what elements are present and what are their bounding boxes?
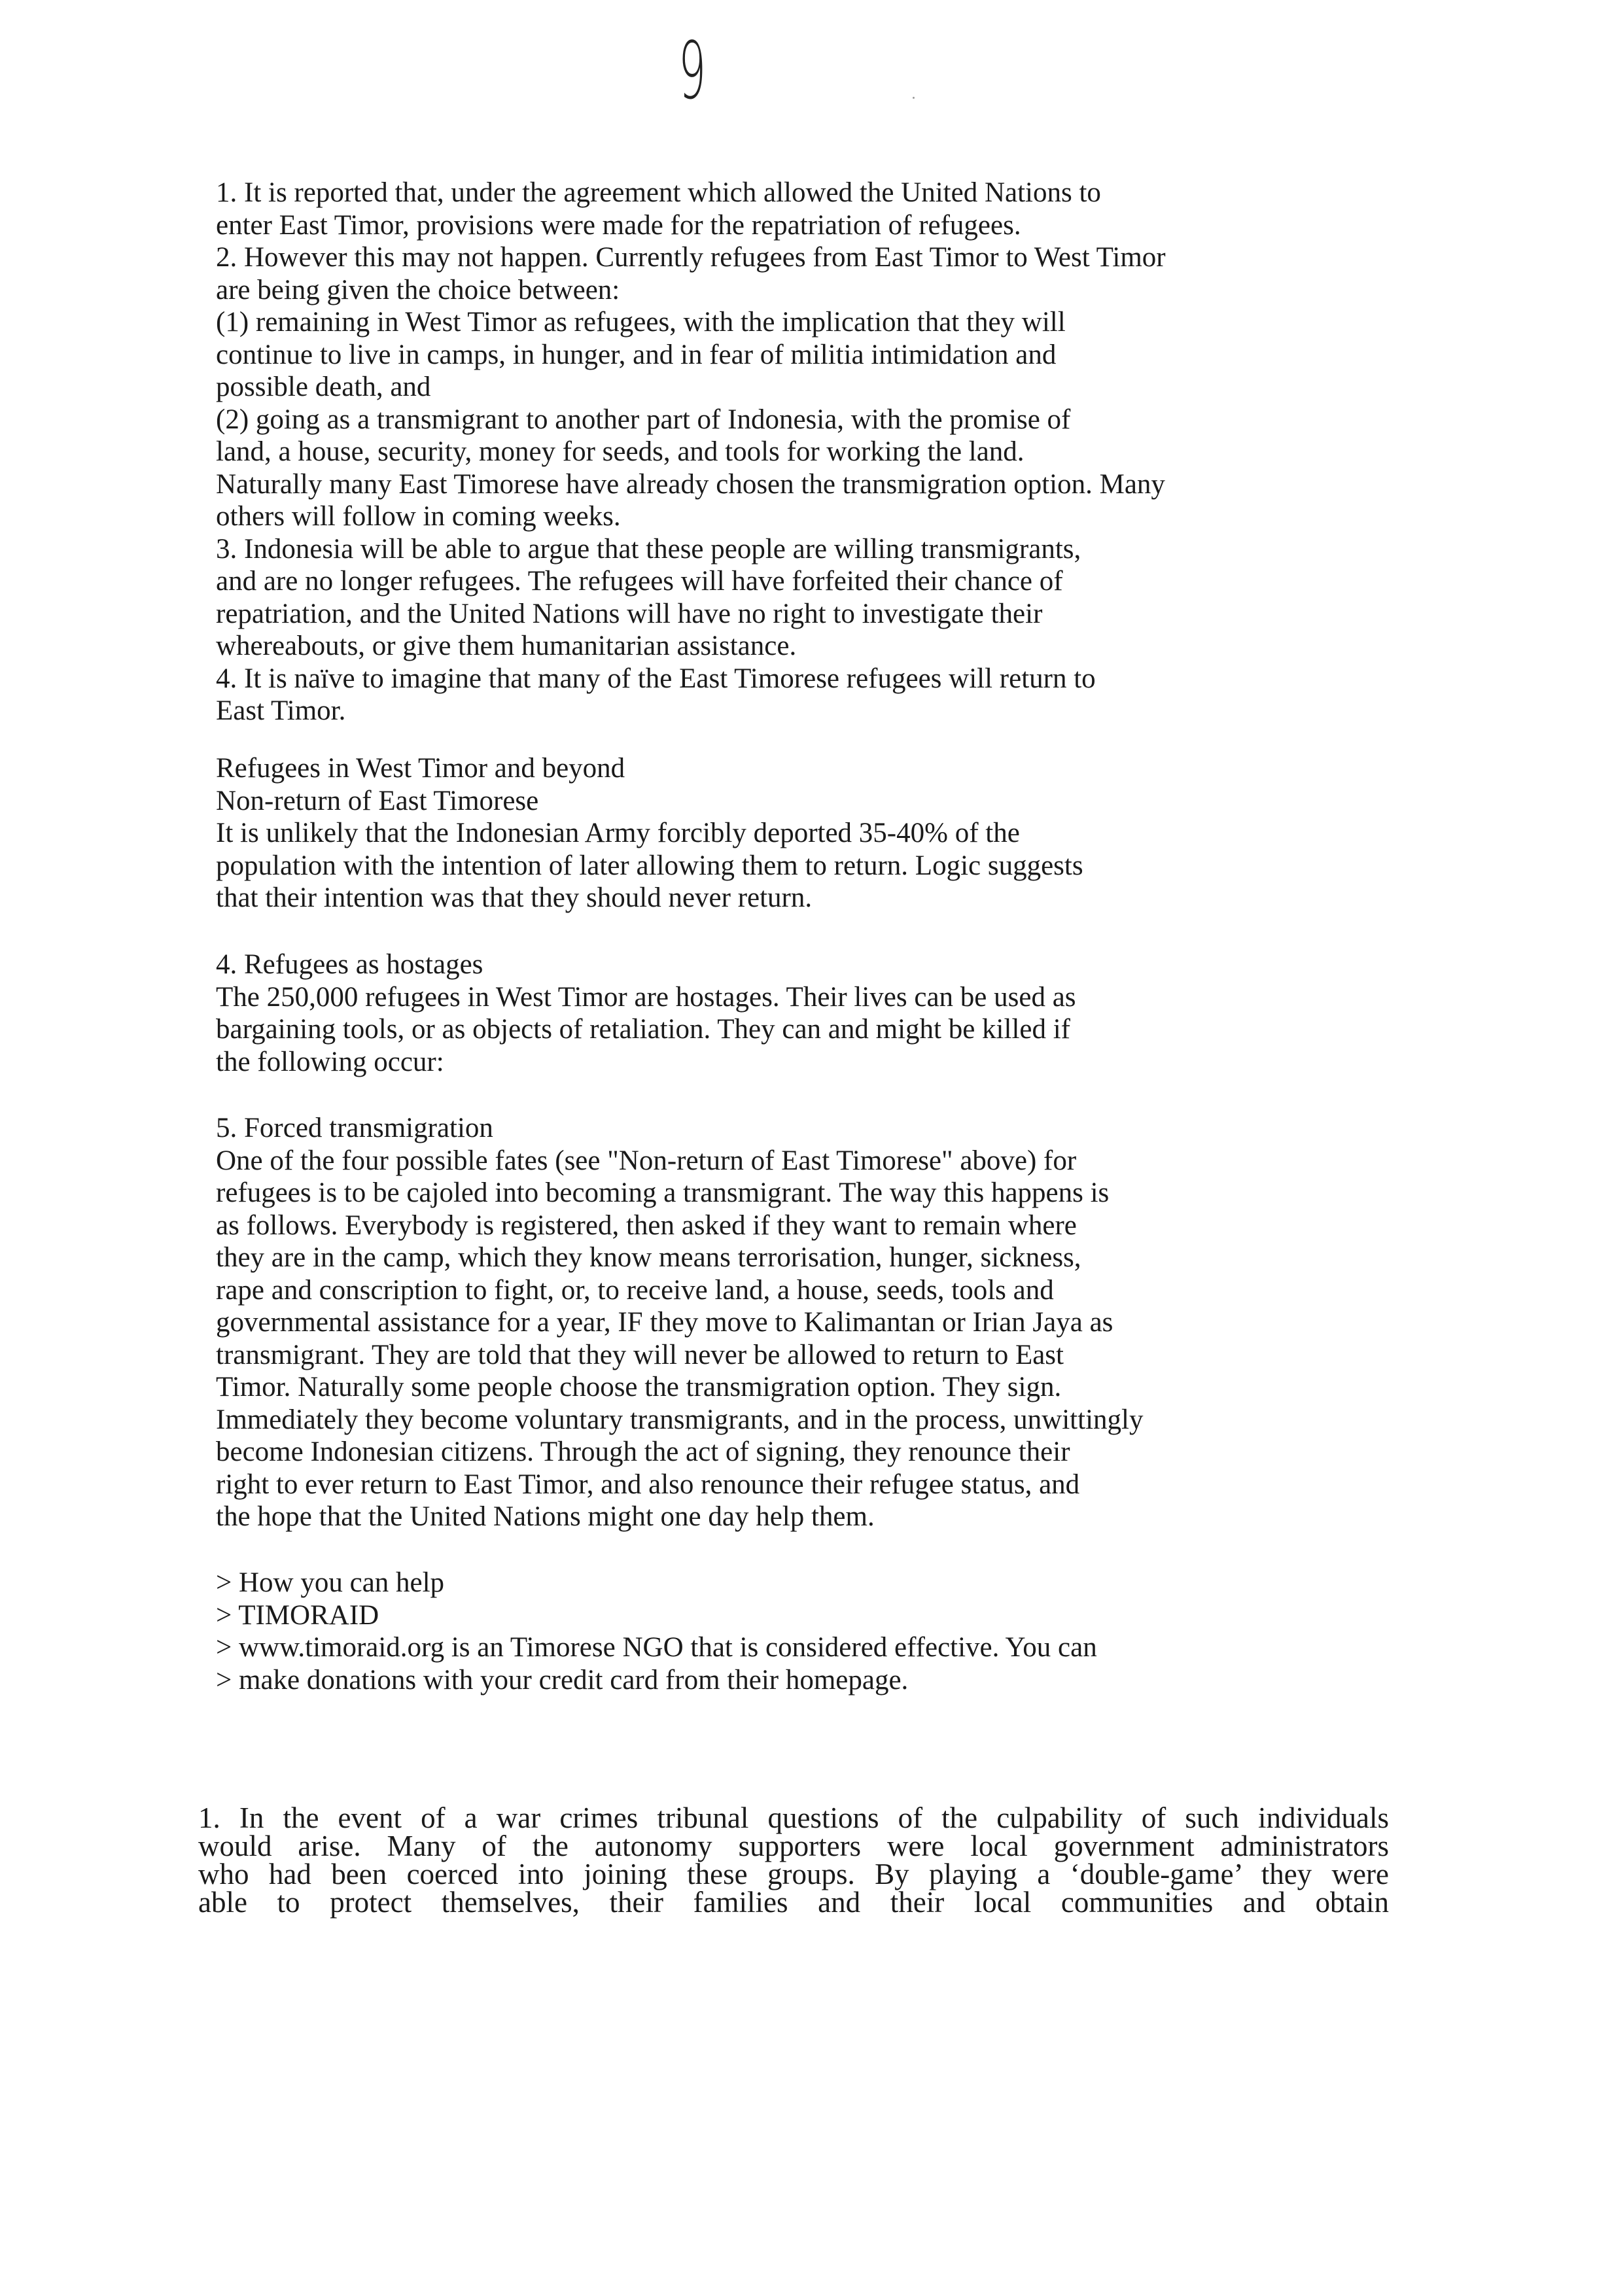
text-line: One of the four possible fates (see "Non-return of East Timorese" above) for (216, 1145, 1077, 1176)
hostages-section (216, 948, 1393, 1078)
text-line: East Timor. (216, 695, 346, 726)
text-line: (1) remaining in West Timor as refugees, with the implication that they will (216, 307, 1066, 338)
text-line: others will follow in coming weeks. (216, 501, 621, 532)
text-line: bargaining tools, or as objects of retaliation. They can and might be killed if (216, 1014, 1070, 1045)
text-line: 4. It is naïve to imagine that many of the East Timorese refugees will return to (216, 663, 1096, 694)
footnote-line: 1. In the event of a war crimes tribunal questions of the culpability of such individuals (198, 1801, 1389, 1834)
text-line: land, a house, security, money for seeds, and tools for working the land. (216, 436, 1025, 467)
text-line: population with the intention of later allowing them to return. Logic suggests (216, 850, 1083, 881)
text-line: continue to live in camps, in hunger, and in fear of militia intimidation and (216, 339, 1057, 370)
text-line: rape and conscription to fight, or, to receive land, a house, seeds, tools and (216, 1274, 1054, 1306)
text-line: refugees is to be cajoled into becoming a transmigrant. The way this happens is (216, 1177, 1110, 1208)
text-line: transmigrant. They are told that they will never be allowed to return to East (216, 1339, 1064, 1370)
text-line: the following occur: (216, 1046, 444, 1077)
text-line: possible death, and (216, 372, 431, 402)
footnote (198, 1801, 1389, 1919)
text-line: It is unlikely that the Indonesian Army forcibly deported 35-40% of the (216, 818, 1020, 848)
text-line: (2) going as a transmigrant to another part of Indonesia, with the promise of (216, 404, 1071, 435)
text-line: > make donations with your credit card from their homepage. (216, 1664, 909, 1696)
forced-transmigration-section (216, 1112, 1393, 1533)
text-line: as follows. Everybody is registered, then asked if they want to remain where (216, 1209, 1077, 1241)
footnote-line: who had been coerced into joining these groups. By playing a ‘double-game’ they were (198, 1858, 1389, 1890)
text-line: Naturally many East Timorese have already chosen the transmigration option. Many (216, 468, 1165, 500)
text-line: enter East Timor, provisions were made for the repatriation of refugees. (216, 209, 1021, 241)
text-line: Non-return of East Timorese (216, 785, 539, 816)
non-return-section (216, 752, 1393, 914)
footnote-line: able to protect themselves, their families and their local communities and obtain (198, 1886, 1389, 1919)
text-line: Immediately they become voluntary transmigrants, and in the process, unwittingly (216, 1404, 1144, 1435)
text-line: are being given the choice between: (216, 274, 620, 305)
text-line: 5. Forced transmigration (216, 1113, 493, 1143)
text-line: governmental assistance for a year, IF they move to Kalimantan or Irian Jaya as (216, 1307, 1113, 1338)
how-to-help-section (216, 1567, 1393, 1696)
text-line: become Indonesian citizens. Through the act of signing, they renounce their (216, 1436, 1070, 1467)
text-line: and are no longer refugees. The refugees will have forfeited their chance of (216, 566, 1063, 597)
text-line: that their intention was that they should never return. (216, 882, 813, 913)
text-line: Timor. Naturally some people choose the transmigration option. They sign. (216, 1372, 1062, 1402)
scan-speck (913, 97, 915, 99)
numbered-points-section (216, 177, 1393, 727)
text-line: whereabouts, or give them humanitarian assistance. (216, 631, 797, 661)
text-line: 2. However this may not happen. Currently refugees from East Timor to West Timor (216, 242, 1166, 273)
text-line: > TIMORAID (216, 1599, 379, 1631)
footnote-line: would arise. Many of the autonomy supporters were local government administrators (198, 1830, 1389, 1862)
page-number: 9 (678, 26, 707, 117)
text-line: right to ever return to East Timor, and also renounce their refugee status, and (216, 1469, 1080, 1500)
text-line: 4. Refugees as hostages (216, 949, 483, 980)
text-line: The 250,000 refugees in West Timor are hostages. Their lives can be used as (216, 981, 1076, 1013)
text-line: > How you can help (216, 1567, 445, 1598)
text-line: repatriation, and the United Nations will have no right to investigate their (216, 598, 1043, 629)
text-line: 3. Indonesia will be able to argue that these people are willing transmigrants, (216, 533, 1081, 565)
text-line: they are in the camp, which they know means terrorisation, hunger, sickness, (216, 1242, 1081, 1273)
text-line: 1. It is reported that, under the agreement which allowed the United Nations to (216, 177, 1101, 208)
text-line: the hope that the United Nations might one day help them. (216, 1501, 875, 1532)
text-line: > www.timoraid.org is an Timorese NGO that is considered effective. You can (216, 1632, 1097, 1663)
text-line: Refugees in West Timor and beyond (216, 753, 625, 784)
